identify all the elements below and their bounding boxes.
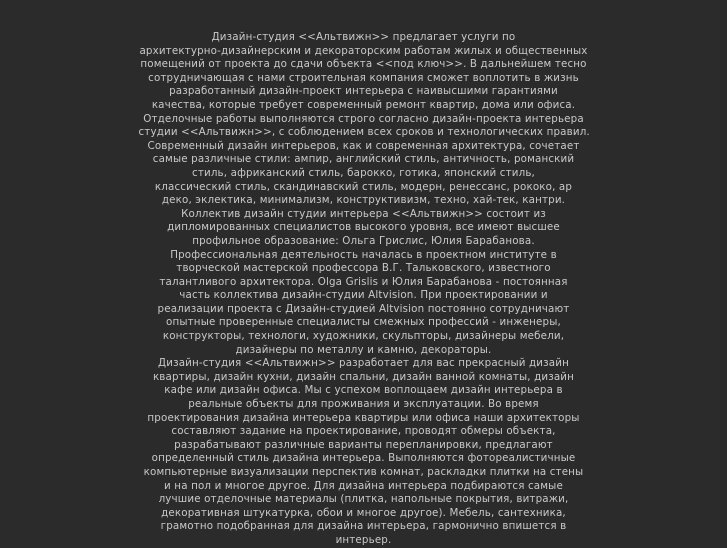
text-line: проектирования дизайна интерьера квартиры или офиса наши архитекторы bbox=[147, 411, 580, 424]
text-line: составляют задание на проектирование, проводят обмеры объекта, bbox=[171, 425, 556, 438]
text-line: студии <<Альтвижн>>, с соблюдением всех сроков и технологических правил. bbox=[138, 126, 590, 139]
text-line: творческой мастерской профессора В.Г. Тальковского, известного bbox=[176, 262, 551, 275]
text-line: разработанный дизайн-проект интерьера с наивысшими гарантиями bbox=[169, 85, 558, 98]
text-line: декоративная штукатурка, обои и многое другое). Мебель, сантехника, bbox=[161, 506, 566, 519]
text-line: реальные объекты для проживания и эксплуатации. Во время bbox=[188, 398, 539, 411]
text-line: дипломированных специалистов высокого уровня, все имеют высшее bbox=[167, 221, 560, 234]
text-line: определенный стиль дизайна интерьера. Выполняются фотореалистичные bbox=[151, 452, 576, 465]
text-line: опытные проверенные специалисты смежных профессий - инженеры, bbox=[166, 316, 561, 329]
text-line: профильное образование: Ольга Грислис, Юлия Барабанова. bbox=[192, 234, 535, 247]
text-line: сотрудничающая с нами строительная компания сможет воплотить в жизнь bbox=[148, 71, 579, 84]
text-line: Современный дизайн интерьеров, как и современная архитектура, сочетает bbox=[147, 139, 580, 152]
text-line: интерьер. bbox=[335, 533, 392, 546]
text-line: Дизайн-студия <<Альтвижн>> предлагает услуги по bbox=[211, 31, 516, 43]
text-line: компьютерные визуализации перспектив комнат, раскладки плитки на стены bbox=[143, 466, 584, 478]
text-line: конструкторы, технологи, художники, скульпторы, дизайнеры мебели, bbox=[162, 330, 565, 343]
text-line: деко, эклектика, минимализм, конструктивизм, техно, хай-тек, кантри. bbox=[161, 194, 566, 207]
text-line: Отделочные работы выполняются строго согласно дизайн-проекта интерьера bbox=[143, 112, 584, 125]
text-line: квартиры, дизайн кухни, дизайн спальни, дизайн ванной комнаты, дизайн bbox=[152, 370, 575, 383]
text-line: помещений от проекта до сдачи объекта <<под ключ>>. В дальнейшем тесно bbox=[140, 58, 587, 71]
text-line: талантливого архитектора. Olga Grislis и Юлия Барабанова - постоянная bbox=[159, 275, 568, 288]
text-line: реализации проекта с Дизайн-студией Altvision постоянно сотрудничают bbox=[157, 302, 570, 315]
text-line: самые различные стили: ампир, английский стиль, античность, романский bbox=[152, 153, 575, 166]
text-line: дизайнеры по металлу и камню, декораторы. bbox=[235, 343, 492, 356]
text-line: качества, которые требует современный ремонт квартир, дома или офиса. bbox=[151, 98, 576, 111]
page-body bbox=[0, 31, 727, 548]
text-line: Коллектив дизайн студии интерьера <<Альтвижн>> состоит из bbox=[181, 207, 546, 220]
text-line: лучшие отделочные материалы (плитка, напольные покрытия, витражи, bbox=[158, 493, 569, 506]
text-line: и на пол и многое другое. Для дизайна интерьера подбираются самые bbox=[164, 479, 563, 492]
text-line: стиль, африканский стиль, барокко, готика, японский стиль, bbox=[192, 166, 535, 179]
text-line: Профессиональная деятельность началась в проектном институте в bbox=[170, 248, 557, 261]
text-line: Дизайн-студия <<Альтвижн>> разработает для вас прекрасный дизайн bbox=[158, 357, 569, 370]
text-line: архитектурно-дизайнерским и декораторским работам жилых и общественных bbox=[139, 44, 588, 57]
text-line: классический стиль, скандинавский стиль, модерн, ренессанс, рококо, ар bbox=[154, 180, 573, 193]
text-line: кафе или дизайн офиса. Мы с успехом воплощаем дизайн интерьера в bbox=[164, 384, 563, 397]
text-line: грамотно подобранная для дизайна интерьера, гармонично впишется в bbox=[160, 520, 567, 533]
text-line: разрабатывают различные варианты перепланировки, предлагают bbox=[174, 438, 553, 451]
text-line: часть коллектива дизайн-студии Altvision. При проектировании и bbox=[179, 289, 548, 302]
studio-description-text bbox=[139, 31, 589, 548]
